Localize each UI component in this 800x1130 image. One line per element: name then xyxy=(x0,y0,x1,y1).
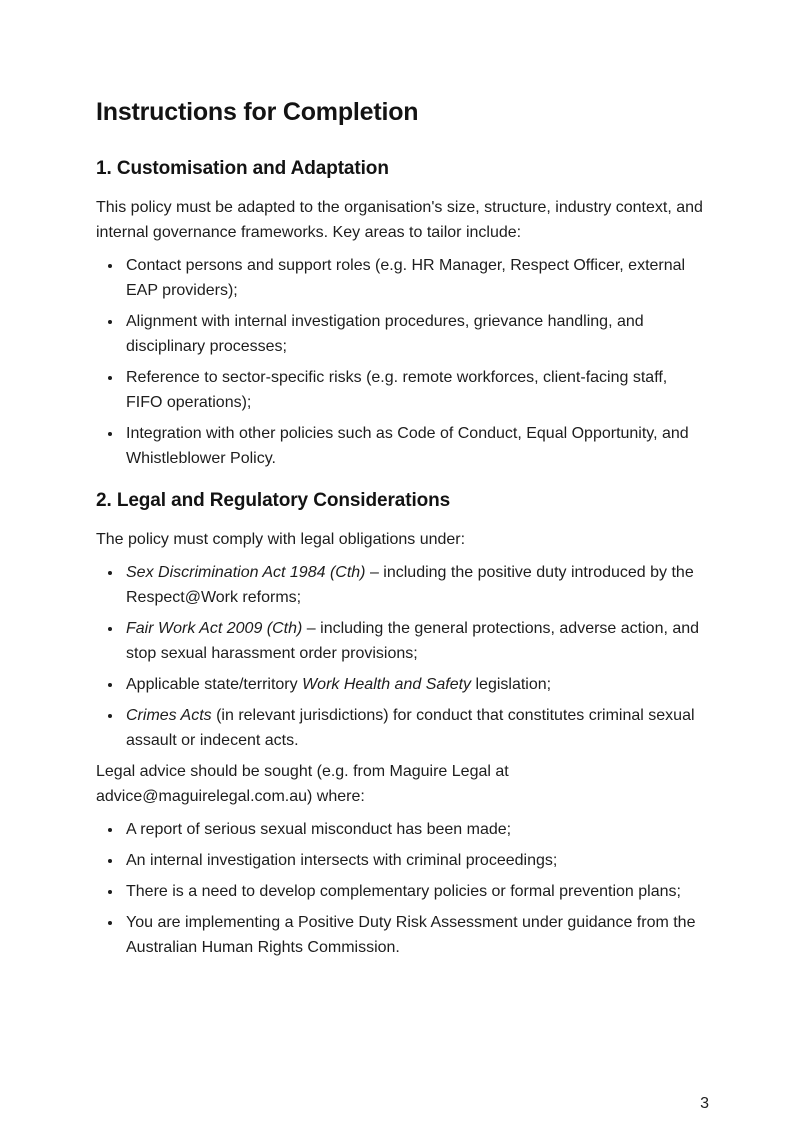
list-item xyxy=(123,560,704,610)
italic-text-run: Work Health and Safety xyxy=(302,676,472,693)
list-item xyxy=(123,309,704,359)
text-run: An internal investigation intersects with criminal proceedings; xyxy=(126,852,558,869)
text-run: This policy must be adapted to the organisation's size, structure, industry context, and internal governance frameworks. Key areas to tailor include: xyxy=(96,199,703,241)
list-item xyxy=(123,616,704,666)
text-run: There is a need to develop complementary policies or formal prevention plans; xyxy=(126,883,681,900)
list-item xyxy=(123,879,704,904)
paragraph xyxy=(96,759,704,809)
italic-text-run: Fair Work Act 2009 (Cth) xyxy=(126,620,303,637)
list-item xyxy=(123,253,704,303)
section-heading: 2. Legal and Regulatory Considerations xyxy=(96,490,451,511)
section-heading: 1. Customisation and Adaptation xyxy=(96,158,389,179)
list-item xyxy=(123,848,704,873)
text-run: Integration with other policies such as Code of Conduct, Equal Opportunity, and Whistleblower Policy. xyxy=(126,425,689,467)
paragraph xyxy=(96,195,704,245)
text-run: Legal advice should be sought (e.g. from Maguire Legal at advice@maguirelegal.com.au) where: xyxy=(96,763,509,805)
bullet-list xyxy=(96,253,704,471)
page-title: Instructions for Completion xyxy=(96,98,419,126)
list-item xyxy=(123,421,704,471)
list-item xyxy=(123,703,704,753)
document-body xyxy=(96,157,704,960)
list-item xyxy=(123,365,704,415)
text-run: Applicable state/territory xyxy=(126,676,303,693)
text-run: – including the positive duty introduced by the Respect@Work reforms; xyxy=(126,564,694,606)
page-number: 3 xyxy=(700,1095,709,1112)
bullet-list xyxy=(96,817,704,960)
italic-text-run: Crimes Acts xyxy=(126,707,212,724)
text-run: Reference to sector-specific risks (e.g. remote workforces, client-facing staff, FIFO operations); xyxy=(126,369,668,411)
text-run: – including the general protections, adverse action, and stop sexual harassment order provisions; xyxy=(126,620,700,662)
list-item xyxy=(123,817,704,842)
bullet-list xyxy=(96,560,704,753)
text-run: The policy must comply with legal obligations under: xyxy=(96,531,466,548)
list-item xyxy=(123,672,704,697)
text-run: A report of serious sexual misconduct has been made; xyxy=(126,821,512,838)
text-run: Contact persons and support roles (e.g. HR Manager, Respect Officer, external EAP providers); xyxy=(126,257,686,299)
text-run: legislation; xyxy=(471,676,552,693)
paragraph xyxy=(96,527,704,552)
text-run: You are implementing a Positive Duty Risk Assessment under guidance from the Australian Human Rights Commission. xyxy=(126,914,696,956)
list-item xyxy=(123,910,704,960)
text-run: (in relevant jurisdictions) for conduct that constitutes criminal sexual assault or indecent acts. xyxy=(126,707,695,749)
text-run: Alignment with internal investigation procedures, grievance handling, and disciplinary processes; xyxy=(126,313,644,355)
italic-text-run: Sex Discrimination Act 1984 (Cth) xyxy=(126,564,366,581)
